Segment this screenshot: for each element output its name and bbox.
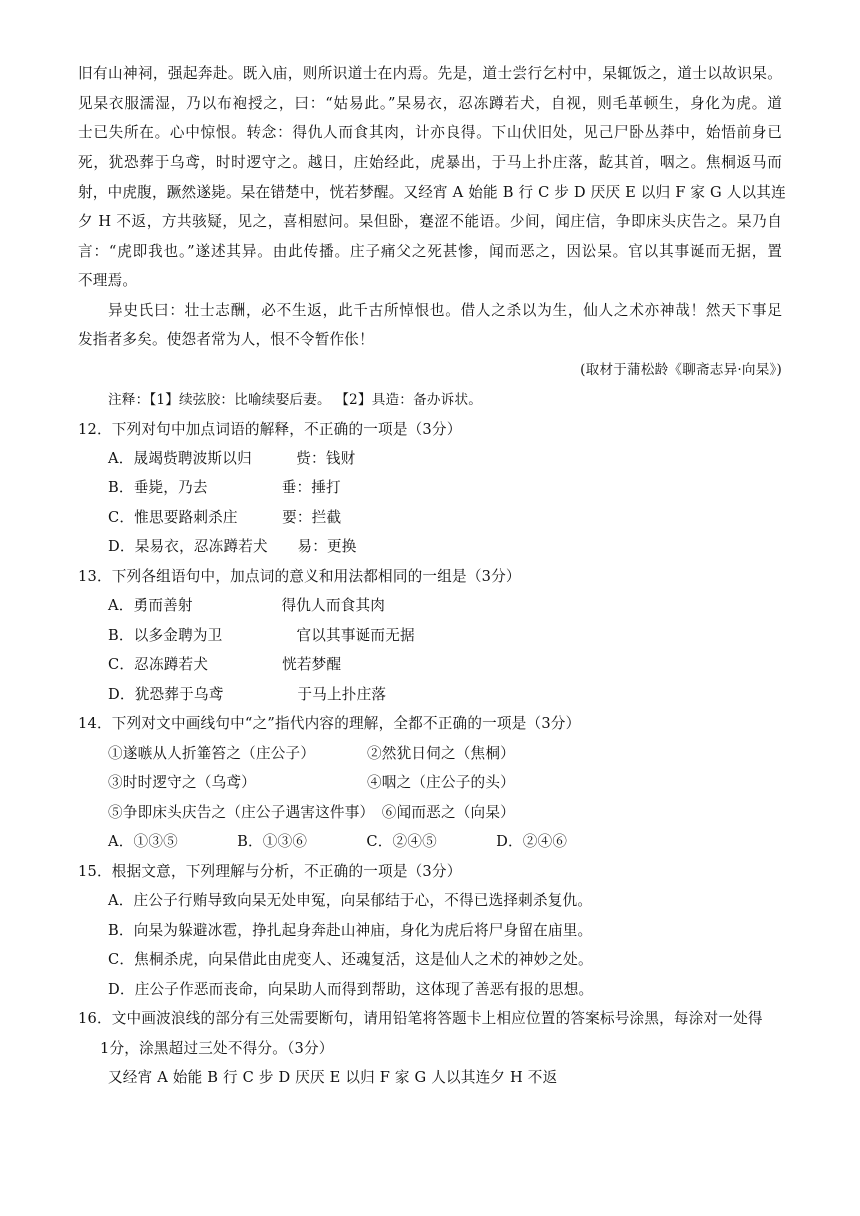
source-citation: (取材于蒲松龄《聊斋志异·向杲》) bbox=[580, 362, 782, 378]
question-16-stem-line-1: 16．文中画波浪线的部分有三处需要断句，请用铅笔将答题卡上相应位置的答案标号涂黑，每涂对一处得 bbox=[78, 1010, 763, 1027]
commentary-line-1: 异史氏曰：壮士志酬，必不生返，此千古所悼恨也。借人之杀以为生，仙人之术亦神哉！然天下事足 bbox=[108, 302, 782, 319]
question-15-stem: 15．根据文意，下列理解与分析，不正确的一项是（3分） bbox=[78, 863, 462, 880]
question-16-stem-line-2: 1分，涂黑超过三处不得分。（3分） bbox=[100, 1040, 334, 1057]
question-14-options: A．①③⑤ B．①③⑥ C．②④⑤ D．②④⑥ bbox=[108, 833, 568, 850]
question-13-stem: 13．下列各组语句中，加点词的意义和用法都相同的一组是（3分） bbox=[78, 568, 521, 585]
question-13-option-b: B．以多金聘为卫 官以其事诞而无据 bbox=[108, 627, 415, 644]
question-14-items-row-2: ③时时逻守之（乌鸢） ④咽之（庄公子的头） bbox=[108, 774, 515, 791]
passage-line-4: 死，犹恐葬于乌鸢，时时逻守之。越日，庄始经此，虎暴出，于马上扑庄落，龁其首，咽之。焦桐返马而 bbox=[78, 154, 782, 171]
passage-line-5: 射，中虎腹，蹶然遂毙。杲在错楚中，恍若梦醒。又经宵 A 始能 B 行 C 步 D 厌厌 E 以归 F 家 G 人以其连 bbox=[78, 184, 786, 201]
commentary-line-2: 发指者多矣。使怨者常为人，恨不令暂作伥！ bbox=[78, 331, 374, 348]
question-12-option-d: D．杲易衣，忍冻蹲若犬 易：更换 bbox=[108, 538, 357, 555]
question-14-items-row-3: ⑤争即床头庆告之（庄公子遇害这件事） ⑥闻而恶之（向杲） bbox=[108, 804, 515, 821]
passage-line-1: 旧有山神祠，强起奔赴。既入庙，则所识道士在内焉。先是，道士尝行乞村中，杲辄饭之，道士以故识杲。 bbox=[78, 65, 782, 82]
passage-line-3: 士已失所在。心中惊恨。转念：得仇人而食其肉，计亦良得。下山伏旧处，见己尸卧丛莽中，始悟前身已 bbox=[78, 124, 782, 141]
passage-line-7: 言：“虎即我也。”遂述其异。由此传播。庄子痛父之死甚惨，闻而恶之，因讼杲。官以其事诞而无据，置 bbox=[78, 243, 782, 260]
question-15-option-b: B．向杲为躲避冰雹，挣扎起身奔赴山神庙，身化为虎后将尸身留在庙里。 bbox=[108, 922, 593, 939]
question-12-option-c: C．惟思要路刺杀庄 要：拦截 bbox=[108, 509, 342, 526]
question-14-items-row-1: ①遂嗾从人折箠笞之（庄公子） ②然犹日伺之（焦桐） bbox=[108, 745, 515, 762]
question-13-option-a: A．勇而善射 得仇人而食其肉 bbox=[108, 597, 386, 614]
question-15-option-c: C．焦桐杀虎，向杲借此由虎变人、还魂复活，这是仙人之术的神妙之处。 bbox=[108, 951, 593, 968]
passage-line-6: 夕 H 不返，方共骇疑，见之，喜相慰问。杲但卧，蹇涩不能语。少间，闻庄信，争即床头庆告之。杲乃自 bbox=[78, 213, 782, 230]
question-14-stem: 14．下列对文中画线句中“之”指代内容的理解，全都不正确的一项是（3分） bbox=[78, 715, 581, 732]
question-16-text: 又经宵 A 始能 B 行 C 步 D 厌厌 E 以归 F 家 G 人以其连夕 H 不返 bbox=[108, 1069, 558, 1086]
passage-line-2: 见杲衣服濡湿，乃以布袍授之，曰：“姑易此。”杲易衣，忍冻蹲若犬，自视，则毛革顿生，身化为虎。道 bbox=[78, 95, 782, 112]
question-12-option-b: B．垂毙，乃去 垂：捶打 bbox=[108, 479, 341, 496]
question-15-option-a: A．庄公子行贿导致向杲无处申冤，向杲郁结于心，不得已选择刺杀复仇。 bbox=[108, 892, 593, 909]
passage-line-8: 不理焉。 bbox=[78, 272, 138, 289]
question-12-option-a: A．晟竭赀聘波斯以归 赀：钱财 bbox=[108, 450, 356, 467]
question-13-option-d: D．犹恐葬于乌鸢 于马上扑庄落 bbox=[108, 686, 387, 703]
question-13-option-c: C．忍冻蹲若犬 恍若梦醒 bbox=[108, 656, 342, 673]
question-15-option-d: D．庄公子作恶而丧命，向杲助人而得到帮助，这体现了善恶有报的思想。 bbox=[108, 981, 594, 998]
annotation-notes: 注释：【1】续弦胶：比喻续娶后妻。 【2】具造：备办诉状。 bbox=[108, 392, 483, 408]
question-12-stem: 12．下列对句中加点词语的解释，不正确的一项是（3分） bbox=[78, 421, 462, 438]
